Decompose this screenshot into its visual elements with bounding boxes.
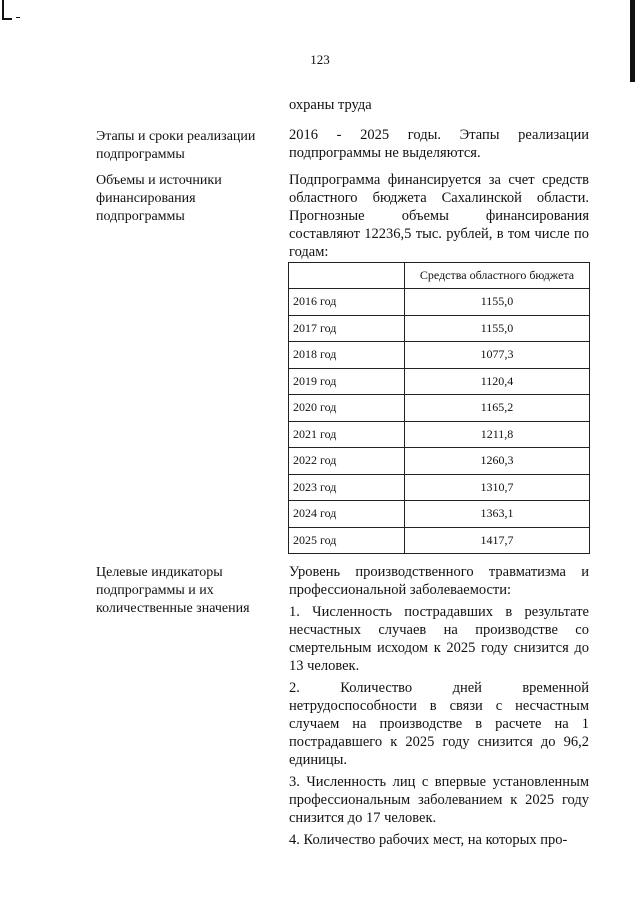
financing-label: Объемы и источники финансирования подпрограммы bbox=[96, 173, 222, 224]
indicators-intro: Уровень производственного травматизма и профессиональной заболеваемости: bbox=[289, 564, 589, 598]
stages-label: Этапы и сроки реализации подпрограммы bbox=[96, 129, 256, 162]
table-header-year bbox=[289, 263, 405, 289]
table-row bbox=[289, 527, 590, 554]
scan-corner-mark-vertical bbox=[2, 0, 4, 20]
table-cell-amount: 1155,0 bbox=[405, 315, 590, 342]
table-row bbox=[289, 289, 590, 316]
table-row bbox=[289, 368, 590, 395]
table-cell-amount: 1417,7 bbox=[405, 527, 590, 554]
financing-table bbox=[288, 262, 590, 554]
table-cell-amount: 1077,3 bbox=[405, 342, 590, 369]
scan-corner-mark-horizontal bbox=[2, 18, 12, 20]
table-cell-year: 2022 год bbox=[289, 448, 405, 475]
table-cell-year: 2021 год bbox=[289, 421, 405, 448]
table-cell-year: 2020 год bbox=[289, 395, 405, 422]
table-cell-amount: 1165,2 bbox=[405, 395, 590, 422]
indicators-label: Целевые индикаторы подпрограммы и их количественные значения bbox=[96, 565, 250, 616]
indicator-item: 1. Численность пострадавших в результате несчастных случаев на производстве со смертельным исходом к 2025 году снизится до 13 человек. bbox=[289, 604, 589, 674]
table-cell-year: 2017 год bbox=[289, 315, 405, 342]
table-row bbox=[289, 395, 590, 422]
table-cell-year: 2019 год bbox=[289, 368, 405, 395]
table-cell-year: 2018 год bbox=[289, 342, 405, 369]
table-row bbox=[289, 501, 590, 528]
table-row bbox=[289, 315, 590, 342]
table-cell-amount: 1120,4 bbox=[405, 368, 590, 395]
indicator-item: 4. Количество рабочих мест, на которых про- bbox=[289, 832, 568, 848]
table-cell-year: 2024 год bbox=[289, 501, 405, 528]
table-cell-year: 2025 год bbox=[289, 527, 405, 554]
table-row bbox=[289, 474, 590, 501]
table-header-source: Средства областного бюджета bbox=[405, 263, 590, 289]
table-cell-year: 2023 год bbox=[289, 474, 405, 501]
indicator-item: 2. Количество дней временной нетрудоспособности в связи с несчастным случаем на производстве в расчете на 1 пострадавшего к 2025 году снизится до 96,2 единицы. bbox=[289, 680, 589, 768]
table-cell-amount: 1155,0 bbox=[405, 289, 590, 316]
table-cell-amount: 1260,3 bbox=[405, 448, 590, 475]
table-row bbox=[289, 342, 590, 369]
page-number: 123 bbox=[310, 52, 330, 67]
scan-dash-mark bbox=[16, 17, 20, 18]
table-cell-year: 2016 год bbox=[289, 289, 405, 316]
continued-text: охраны труда bbox=[289, 97, 372, 113]
scan-edge-bar bbox=[630, 0, 635, 82]
table-cell-amount: 1211,8 bbox=[405, 421, 590, 448]
financing-value: Подпрограмма финансируется за счет средств областного бюджета Сахалинской области. Прогнозные объемы финансирования составляют 12236,5 тыс. рублей, в том числе по годам: bbox=[289, 172, 589, 260]
indicators-block bbox=[289, 563, 589, 849]
table-cell-amount: 1310,7 bbox=[405, 474, 590, 501]
table-header-row bbox=[289, 263, 590, 289]
table-row bbox=[289, 421, 590, 448]
table-cell-amount: 1363,1 bbox=[405, 501, 590, 528]
stages-value: 2016 - 2025 годы. Этапы реализации подпрограммы не выделяются. bbox=[289, 127, 589, 161]
table-row bbox=[289, 448, 590, 475]
indicator-item: 3. Численность лиц с впервые установленным профессиональным заболеванием к 2025 году снизится до 17 человек. bbox=[289, 774, 589, 826]
